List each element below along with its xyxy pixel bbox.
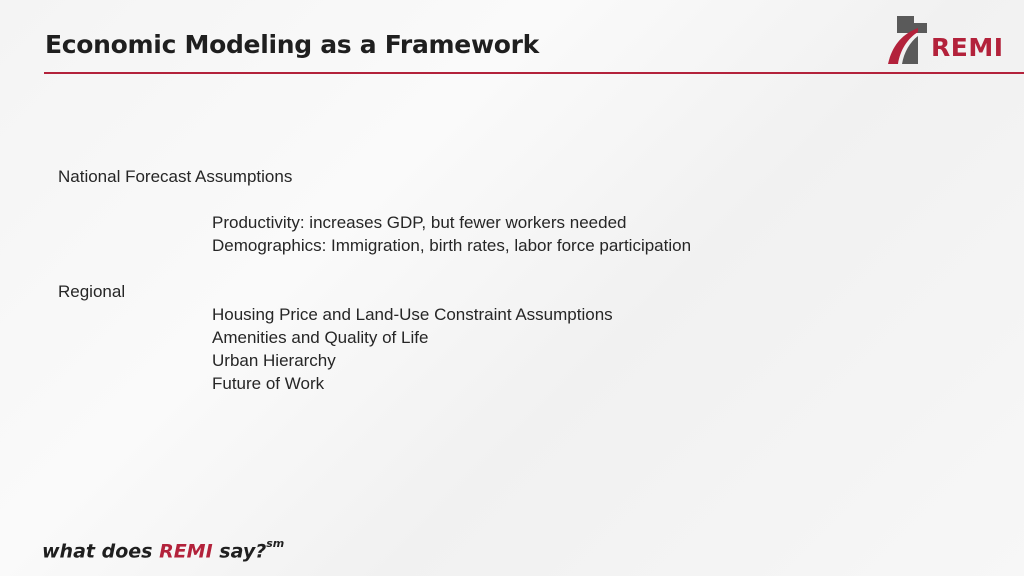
- regional-item-amenities: Amenities and Quality of Life: [212, 328, 429, 347]
- footer-suffix: say?: [212, 540, 267, 563]
- footer-prefix: what does: [42, 540, 160, 563]
- footer-tagline: [42, 537, 285, 563]
- section-heading-national: National Forecast Assumptions: [58, 167, 293, 186]
- regional-item-urban-hierarchy: Urban Hierarchy: [212, 351, 336, 370]
- footer-brand: REMI: [159, 540, 213, 563]
- remi-logo-text: REMI: [931, 33, 1004, 62]
- regional-item-future-of-work: Future of Work: [212, 374, 325, 393]
- slide-title: Economic Modeling as a Framework: [45, 30, 539, 59]
- remi-logo: [888, 16, 1008, 66]
- regional-item-housing: Housing Price and Land-Use Constraint Assumptions: [212, 305, 613, 324]
- remi-logo-mark-icon: [888, 16, 932, 66]
- footer-service-mark: sm: [266, 537, 285, 550]
- section-heading-regional: Regional: [58, 282, 126, 301]
- title-divider: [44, 72, 1024, 74]
- national-item-demographics: Demographics: Immigration, birth rates, labor force participation: [212, 236, 692, 255]
- national-item-productivity: Productivity: increases GDP, but fewer workers needed: [212, 213, 627, 232]
